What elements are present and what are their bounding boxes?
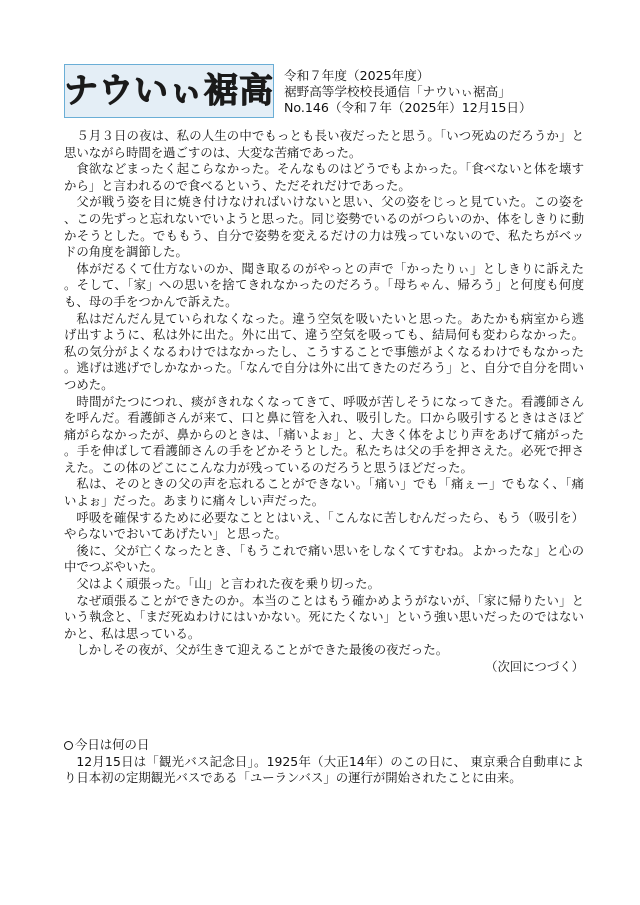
newsletter-header	[64, 64, 532, 118]
fiscal-year: 令和７年度（2025年度）	[284, 68, 430, 83]
paragraph: 呼吸を確保するために必要なこととはいえ、「こんなに苦しむんだったら、もう（吸引を）やらないでおいてあげたい」と思った。	[64, 509, 584, 542]
newsletter-logo	[64, 64, 274, 118]
issue-info	[284, 64, 532, 115]
paragraph: 食欲などまったく起こらなかった。そんなものはどうでもよかった。「食べないと体を壊すから」と言われるので食べるという、ただそれだけであった。	[64, 161, 584, 193]
today-section	[64, 737, 584, 787]
paragraph: 父が戦う姿を目に焼き付けなければいけないと思い、父の姿をじっと見ていた。この姿を、この先ずっと忘れないでいようと思った。同じ姿勢でいるのがつらいのか、体をしきりに動かそうとした。でももう、自分で姿勢を変えるだけの力は残っていないので、私たちがベッドの角度を調節した。	[64, 194, 584, 260]
paragraph: 後に、父が亡くなったとき、「もうこれで痛い思いをしなくてすむね。よかったな」と心の中でつぶやいた。	[64, 542, 584, 575]
paragraph: 時間がたつにつれ、痰がきれなくなってきて、呼吸が苦しそうになってきた。看護師さんを呼んだ。看護師さんが来て、口と鼻に管を入れ、吸引した。口から吸引するときはさほど痛がらなかったが、鼻からのときは、「痛いよぉ」と、大きく体をよじり声をあげて痛がった。手を伸ばして看護師さんの手をどかそうとした。私たちは父の手を押さえた。必死で押さえた。この体のどこにこんな力が残っているのだろうと思うほどだった。	[64, 393, 584, 475]
logo-text: ナウいぃ裾高	[64, 71, 274, 111]
newsletter-title: 裾野高等学校校長通信「ナウいぃ裾高」	[284, 83, 511, 99]
continued-note: （次回につづく）	[485, 659, 584, 674]
paragraph: 私は、そのときの父の声を忘れることができない。「痛い」でも「痛ぇー」でもなく、「痛いよぉ」だった。あまりに痛々しい声だった。	[64, 476, 584, 509]
paragraph: 父はよく頑張った。「山」と言われた夜を乗り切った。	[76, 576, 380, 592]
today-title: 今日は何の日	[75, 737, 150, 752]
today-text: 12月15日は「観光バス記念日」。1925年（大正14年）のこの日に、 東京乗合自動車により日本初の定期観光バスである「ユーランバス」の運行が開始されたことに由来。	[64, 753, 584, 786]
paragraph: なぜ頑張ることができたのか。本当のことはもう確かめようがないが、「家に帰りたい」という執念と、「まだ死ぬわけにはいかない。死にたくない」という強い思いだったのではないかと、私は思っている。	[64, 592, 584, 641]
paragraph: しかしその夜が、父が生きて迎えることができた最後の夜だった。	[76, 642, 449, 658]
paragraph: ５月３日の夜は、私の人生の中でもっとも長い夜だったと思う。「いつ死ぬのだろうか」と思いながら時間を過ごすのは、大変な苦痛であった。	[64, 128, 584, 160]
paragraph: 体がだるくて仕方ないのか、聞き取るのがやっとの声で「かったりぃ」としきりに訴えた。そして、「家」への思いを捨てきれなかったのだろう。「母ちゃん、帰ろう」と何度も何度も、母の手をつかんで訴えた。	[64, 260, 584, 309]
paragraph: 私はだんだん見ていられなくなった。違う空気を吸いたいと思った。あたかも病室から逃げ出すように、私は外に出た。外に出て、違う空気を吸っても、結局何も変わらなかった。私の気分がよくなるわけではなかったし、こうすることで事態がよくなるわけでもなかった。逃げは逃げでしかなかった。「なんで自分は外に出てきたのだろう」と、自分で自分を問いつめた。	[64, 310, 584, 392]
article-body	[64, 128, 584, 676]
circle-bullet-icon	[64, 741, 73, 750]
today-heading	[64, 737, 584, 754]
issue-number-date: No.146（令和７年（2025年）12月15日）	[284, 99, 532, 115]
